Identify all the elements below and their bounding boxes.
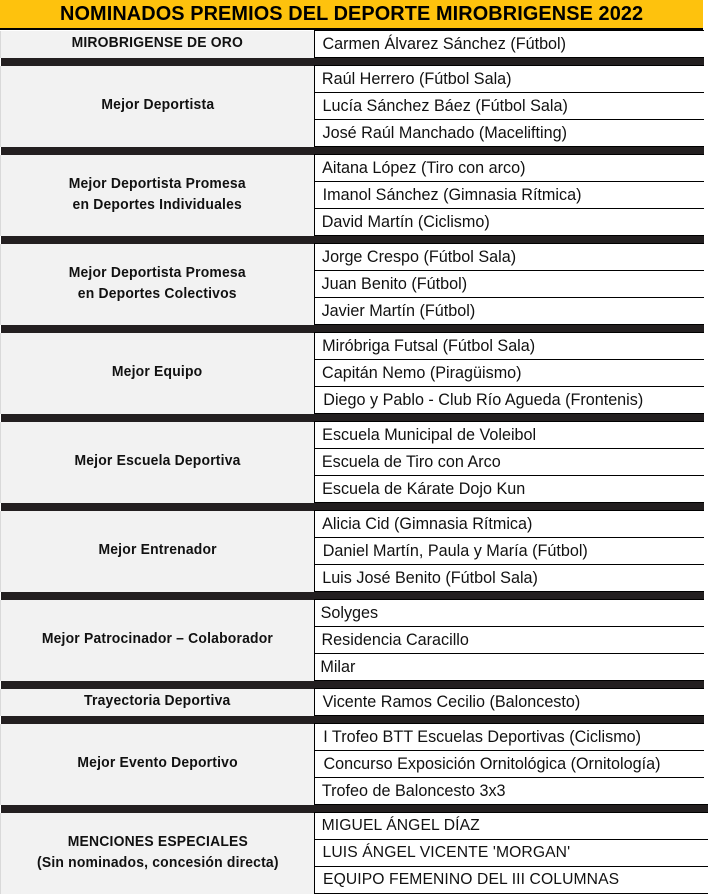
award-category-label: MENCIONES ESPECIALES (Sin nominados, concesión directa) [37, 832, 279, 874]
table-row [1, 689, 708, 716]
nominee-name: Miróbriga Futsal (Fútbol Sala) [322, 337, 535, 356]
nominee-name: Milar [320, 658, 355, 677]
award-category-cell [1, 511, 315, 592]
nominee-cell [315, 93, 708, 120]
nominee-cell [315, 271, 708, 298]
award-category-label: Mejor Patrocinador – Colaborador [42, 629, 273, 650]
section-separator-bar [1, 805, 708, 813]
award-category-cell [1, 244, 315, 325]
award-category-cell [1, 422, 315, 503]
nominee-cell [315, 511, 708, 538]
nominee-name: Escuela Municipal de Voleibol [322, 426, 536, 445]
sheet-title-bar [0, 0, 703, 30]
nominee-name: Javier Martín (Fútbol) [322, 302, 476, 321]
section-separator [1, 592, 708, 600]
nominee-cell [315, 867, 708, 894]
nominee-name: MIGUEL ÁNGEL DÍAZ [322, 817, 480, 835]
nominee-cell [315, 31, 708, 58]
award-category-label: Mejor Escuela Deportiva [74, 451, 240, 472]
nominee-name: Concurso Exposición Ornitológica (Ornitología) [323, 755, 660, 774]
nominee-name: Solyges [321, 604, 379, 623]
nominee-name: Raúl Herrero (Fútbol Sala) [322, 70, 512, 89]
nominee-name: Daniel Martín, Paula y María (Fútbol) [323, 542, 588, 561]
section-separator-bar [1, 503, 708, 511]
nominee-cell [315, 66, 708, 93]
section-separator [1, 414, 708, 422]
award-category-label: Trayectoria Deportiva [84, 691, 230, 712]
section-separator-bar [1, 58, 708, 66]
nominee-name: Trofeo de Baloncesto 3x3 [322, 782, 506, 801]
nominee-cell [315, 565, 708, 592]
nominee-cell [315, 120, 708, 147]
section-separator-bar [1, 325, 708, 333]
award-category-label: Mejor Deportista Promesa en Deportes Individuales [69, 174, 246, 216]
nominee-name: Jorge Crespo (Fútbol Sala) [322, 248, 516, 267]
nominee-name: Escuela de Tiro con Arco [322, 453, 501, 472]
nominee-name: I Trofeo BTT Escuelas Deportivas (Ciclismo) [323, 728, 641, 747]
nominee-cell [315, 449, 708, 476]
award-category-sublabel: en Deportes Individuales [69, 195, 246, 216]
section-separator-bar [1, 681, 708, 689]
nominee-cell [315, 360, 708, 387]
nominee-cell [315, 476, 708, 503]
nominee-name: Capitán Nemo (Piragüismo) [322, 364, 522, 383]
nominee-cell [315, 778, 708, 805]
page-title: NOMINADOS PREMIOS DEL DEPORTE MIROBRIGENSE 2022 [60, 2, 643, 26]
award-category-label: MIROBRIGENSE DE ORO [72, 33, 243, 54]
award-category-label: Mejor Equipo [112, 362, 202, 383]
nominee-cell [315, 298, 708, 325]
table-row [1, 511, 708, 538]
section-separator-bar [1, 414, 708, 422]
nominee-cell [315, 209, 708, 236]
table-row [1, 244, 708, 271]
awards-table-body [1, 31, 708, 894]
award-category-cell [1, 600, 315, 681]
nominee-name: Imanol Sánchez (Gimnasia Rítmica) [323, 186, 582, 205]
award-category-label: Mejor Deportista Promesa en Deportes Colectivos [69, 263, 246, 305]
table-row [1, 66, 708, 93]
nominee-name: José Raúl Manchado (Macelifting) [322, 124, 566, 143]
table-row [1, 422, 708, 449]
section-separator [1, 325, 708, 333]
nominee-name: Luis José Benito (Fútbol Sala) [322, 569, 538, 588]
section-separator [1, 147, 708, 155]
section-separator-bar [1, 147, 708, 155]
nominee-cell [315, 333, 708, 360]
award-category-label: Mejor Deportista [101, 95, 214, 116]
award-category-cell [1, 724, 315, 805]
nominee-cell [315, 182, 708, 209]
nominee-name: LUIS ÁNGEL VICENTE 'MORGAN' [323, 844, 571, 862]
nominee-name: Alicia Cid (Gimnasia Rítmica) [322, 515, 532, 534]
section-separator [1, 805, 708, 813]
nominee-cell [315, 422, 708, 449]
nominee-cell [315, 244, 708, 271]
nominee-name: Diego y Pablo - Club Río Agueda (Frontenis) [323, 391, 643, 410]
nominee-name: David Martín (Ciclismo) [322, 213, 490, 232]
nominee-cell [315, 627, 708, 654]
nominee-cell [315, 155, 708, 182]
nominee-cell [315, 813, 708, 840]
award-category-cell [1, 66, 315, 147]
nominee-cell [315, 387, 708, 414]
nominee-name: Lucía Sánchez Báez (Fútbol Sala) [323, 97, 568, 116]
section-separator-bar [1, 236, 708, 244]
section-separator [1, 503, 708, 511]
nominee-name: Juan Benito (Fútbol) [321, 275, 467, 294]
table-row [1, 333, 708, 360]
section-separator [1, 58, 708, 66]
nominee-name: EQUIPO FEMENINO DEL III COLUMNAS [323, 871, 619, 889]
table-row [1, 155, 708, 182]
award-category-sublabel: (Sin nominados, concesión directa) [37, 853, 279, 874]
section-separator [1, 716, 708, 724]
award-category-cell [1, 813, 315, 894]
nominee-cell [315, 724, 708, 751]
nominee-cell [315, 538, 708, 565]
nominee-cell [315, 654, 708, 681]
nominee-cell [315, 600, 708, 627]
award-category-label: Mejor Entrenador [98, 540, 216, 561]
nominee-name: Carmen Álvarez Sánchez (Fútbol) [322, 35, 566, 54]
nominee-cell [315, 689, 708, 716]
section-separator-bar [1, 716, 708, 724]
award-category-cell [1, 155, 315, 236]
award-category-sublabel: en Deportes Colectivos [69, 284, 246, 305]
table-row [1, 31, 708, 58]
section-separator [1, 236, 708, 244]
nominee-cell [315, 751, 708, 778]
nominee-name: Escuela de Kárate Dojo Kun [322, 480, 525, 499]
awards-table [0, 30, 708, 894]
award-category-label: Mejor Evento Deportivo [77, 753, 237, 774]
table-row [1, 724, 708, 751]
section-separator-bar [1, 592, 708, 600]
table-row [1, 600, 708, 627]
nominee-name: Aitana López (Tiro con arco) [322, 159, 525, 178]
award-category-cell [1, 333, 315, 414]
award-category-cell [1, 31, 315, 58]
award-category-cell [1, 689, 315, 716]
nominee-name: Vicente Ramos Cecilio (Baloncesto) [323, 693, 581, 712]
section-separator [1, 681, 708, 689]
nominee-cell [315, 840, 708, 867]
nominee-name: Residencia Caracillo [322, 631, 469, 650]
table-row [1, 813, 708, 840]
